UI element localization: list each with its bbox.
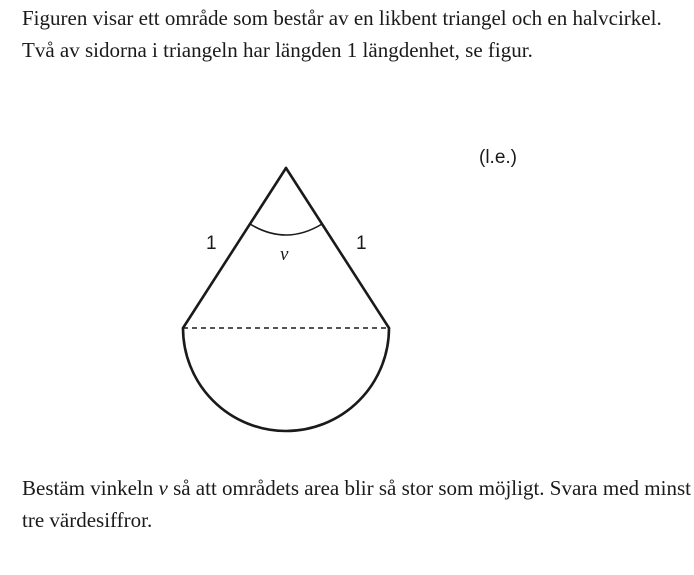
question-text-start: Bestäm vinkeln [22,476,159,500]
problem-question [22,472,694,536]
semicircle-arc [183,328,389,431]
question-variable: v [158,476,168,500]
angle-arc [250,224,322,235]
triangle-left-side [183,168,286,328]
left-side-label: 1 [206,233,217,254]
question-text-end: så att områdets area blir så stor som möjligt. Svara med minst tre värdesiffror. [22,476,691,532]
problem-intro: Figuren visar ett område som består av en likbent triangel och en halvcirkel. Två av sidorna i triangeln har längden 1 längdenhet, se figur. [22,6,662,62]
angle-label: v [280,244,289,265]
triangle-right-side [286,168,389,328]
unit-label: (l.e.) [479,147,517,168]
right-side-label: 1 [356,233,367,254]
